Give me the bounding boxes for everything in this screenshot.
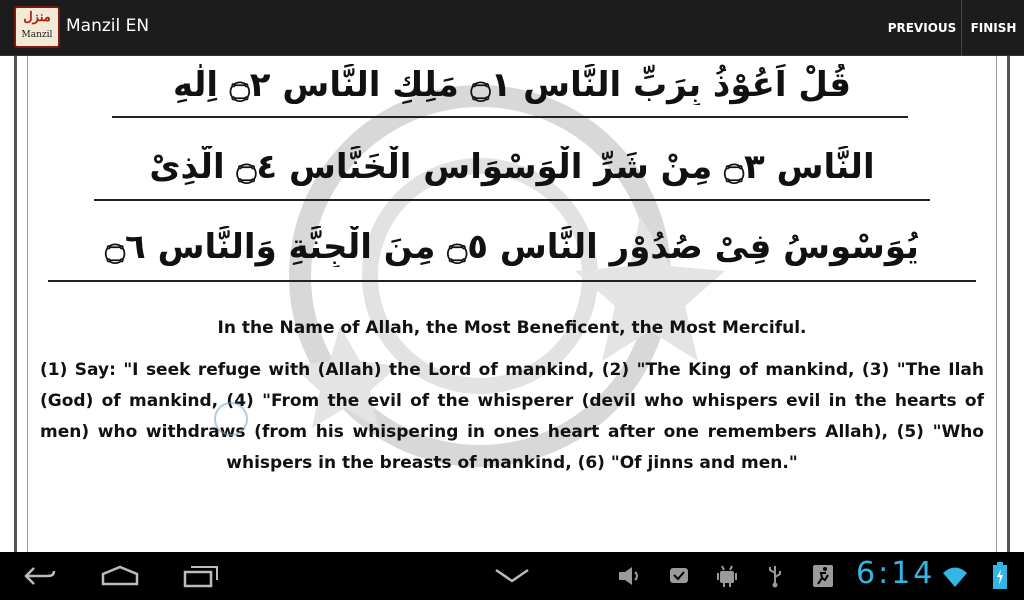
running-app-icon bbox=[812, 564, 834, 588]
app-title: Manzil EN bbox=[66, 16, 150, 36]
keyboard-hide-icon[interactable] bbox=[494, 568, 530, 584]
finish-button[interactable]: FINISH bbox=[961, 0, 1024, 56]
page-frame-right bbox=[996, 56, 1010, 552]
android-debug-icon bbox=[716, 564, 738, 588]
battery-icon bbox=[992, 562, 1008, 590]
basmala-heading: In the Name of Allah, the Most Beneficent, the Most Merciful. bbox=[217, 318, 807, 338]
notification-icon bbox=[668, 564, 690, 588]
verse-divider-2 bbox=[94, 199, 930, 201]
status-clock: 6:14 bbox=[856, 556, 936, 591]
wifi-icon bbox=[942, 566, 968, 588]
touch-indicator bbox=[214, 402, 248, 436]
app-logo-english: Manzil bbox=[21, 30, 53, 40]
arabic-verse-line-3: يُوَسْوِسُ فِىْ صُدُوْرِ النَّاسِ ۝٥ مِنَ الْجِنَّةِ وَالنَّاسِ ۝٦ bbox=[105, 227, 919, 267]
system-navigation-bar bbox=[0, 552, 1024, 600]
volume-icon bbox=[616, 564, 642, 588]
back-icon[interactable] bbox=[22, 564, 58, 588]
page-content[interactable] bbox=[0, 56, 1024, 552]
recent-apps-icon[interactable] bbox=[182, 564, 220, 588]
app-logo-icon[interactable] bbox=[14, 6, 60, 48]
verse-divider-1 bbox=[112, 116, 908, 118]
verse-divider-3 bbox=[48, 280, 976, 282]
page-frame-left bbox=[14, 56, 28, 552]
previous-button[interactable]: PREVIOUS bbox=[887, 21, 957, 35]
arabic-verse-line-2: النَّاسِ ۝٣ مِنْ شَرِّ الْوَسْوَاسِ الْخَنَّاسِ ۝٤ الَّذِىْ bbox=[149, 147, 875, 187]
translation-text: (1) Say: "I seek refuge with (Allah) the Lord of mankind, (2) "The King of mankind, (3) "The Ilah (God) of mankind, (4) "From the evil of the whisperer (devil who whispers evil in the hearts of men) who withdraws (from his whispering in ones heart after one remembers Allah), (5) "Who whispers in the breasts of mankind, (6) "Of jinns and men." bbox=[40, 360, 984, 473]
action-bar bbox=[0, 0, 1024, 56]
arabic-verse-line-1: قُلْ اَعُوْذُ بِرَبِّ النَّاسِ ۝١ مَلِكِ النَّاسِ ۝٢ اِلٰهِ bbox=[172, 65, 852, 105]
app-logo-arabic: منزل bbox=[23, 10, 51, 25]
home-icon[interactable] bbox=[100, 564, 140, 588]
usb-icon bbox=[766, 564, 784, 588]
